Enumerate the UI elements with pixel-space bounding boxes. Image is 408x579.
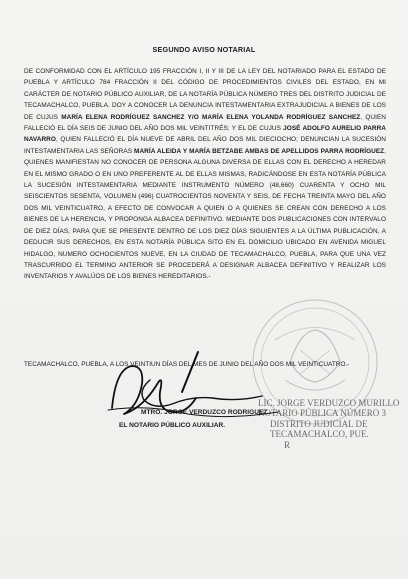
body-text-segment: , QUIENES MANIFIESTAN NO CONOCER DE PERSONA ALGUNA DIVERSA DE ELLAS CON EL DERECHO A HEREDAR EN EL MISMO GRADO O EN UNO PREFERENTE AL DE ELLAS MISMAS, RADICÁNDOSE EN ESTA NOTARÍA PÚBLICA LA SUCESIÓN INTESTAMENTARIA MEDIANTE INSTRUMENTO NÚMERO (48,660) CUARENTA Y OCHO MIL SEISCIENTOS SESENTA, VOLUMEN (496) CUATROCIENTOS NOVENTA Y SEIS, DE FECHA TREINTA MAYO DEL AÑO DOS MIL VEINTICUATRO, A EFECTO DE CONVOCAR A QUIEN O A QUIENES SE CREAN CON DERECHO A LOS BIENES DE LA HERENCIA, Y PROPONGA ALBACEA DEFINITIVO. MEDIANTE DOS PUBLICACIONES CON INTERVALO DE DIEZ DÍAS, PARA QUE SE PRESENTE DENTRO DE LOS DIEZ DÍAS SIGUIENTES A LA ÚLTIMA PUBLICACIÓN, A DEDUCIR SUS DERECHOS, EN ESTA NOTARÍA PÚBLICA SITO EN EL DOMICILIO UBICADO EN AVENIDA MIGUEL HIDALGO, NUMERO OCHOCIENTOS NUEVE, EN LA CIUDAD DE TECAMACHALCO, PUEBLA, PARA QUE UNA VEZ TRASCURRIDO EL TERMINO ANTERIOR SE PROCEDERÁ A DESIGNAR ALBACEA DEFINITIVO Y REALIZAR LOS INVENTARIOS Y AVALÚOS DE LOS BIENES HEREDITARIOS.- xyxy=(24,147,386,281)
stamp-line: TECAMACHALCO, PUE. xyxy=(270,429,369,440)
body-text-bold-segment: JOSÉ ADOLFO AURELIO PARRA NAVARRO xyxy=(24,125,386,144)
body-text-segment: , QUIEN FALLECIÓ EL DÍA NUEVE DE ABRIL DEL AÑO DOS MIL DIECIOCHO; DENUNCIAN LA SUCESIÓN INTESTAMENTARIA LAS SEÑORAS xyxy=(24,136,386,155)
body-text-bold-segment: MARÍA ELENA RODRÍGUEZ SANCHEZ Y/O MARÍA ELENA YOLANDA RODRÍGUEZ SANCHEZ xyxy=(61,113,361,121)
closing-line: TECAMACHALCO, PUEBLA, A LOS VEINTIUN DÍAS DEL MES DE JUNIO DEL AÑO DOS MIL VEINTICUATRO.- xyxy=(24,361,350,368)
stamp-line: DISTRITO JUDICIAL DE xyxy=(270,418,368,429)
stamp-line: R xyxy=(284,439,291,450)
stamp-line: LIC. JORGE VERDUZCO MURILLO xyxy=(258,398,400,408)
body-text-segment: DE CONFORMIDAD CON EL ARTÍCULO 195 FRACCIÓN I, II Y III DE LA LEY DEL NOTARIADO PARA EL ESTADO DE PUEBLA Y ARTÍCULO 784 FRACCIÓN II DEL CÓDIGO DE PROCEDIMIENTOS CIVILES DEL ESTADO, EN MI CARÁCTER DE NOTARIO PÚBLICO AUXILIAR, DE LA NOTARÍA PÚBLICA NÚMERO TRES DEL DISTRITO JUDICIAL DE TECAMACHALCO, PUEBLA. DOY A CONOCER LA DENUNCIA INTESTAMENTARIA EXTRAJUDICIAL A BIENES DE LOS DE CUJUS xyxy=(24,68,386,121)
stamp-line: NOTARIO PÚBLICA NÚMERO 3 xyxy=(258,408,387,419)
body-text-segment: , QUIEN FALLECIÓ EL DÍA SEIS DE JUNIO DEL AÑO DOS MIL VEINTITRÉS; Y EL DE CUJUS xyxy=(24,113,386,133)
signer-role: EL NOTARIO PÚBLICO AUXILIAR. xyxy=(119,422,226,429)
document-title: SEGUNDO AVISO NOTARIAL xyxy=(152,45,256,54)
body-text-bold-segment: MARÍA ALEIDA Y MARÍA BETZABE AMBAS DE APELLIDOS PARRA RODRÍGUEZ xyxy=(134,147,385,155)
signer-name: MTRO. JORGE VERDUZCO RODRIGUEZ xyxy=(141,409,268,416)
